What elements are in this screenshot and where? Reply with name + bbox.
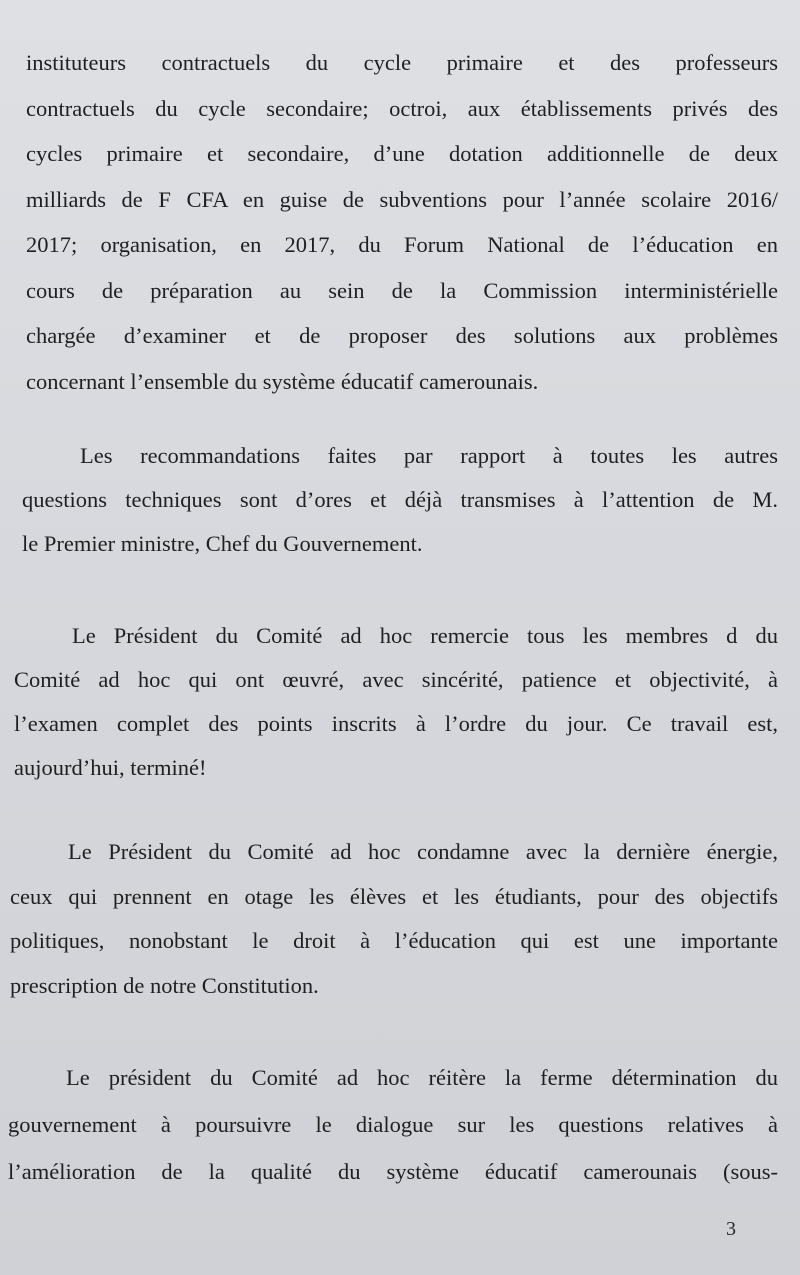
text-line: aujourd’hui, terminé! bbox=[14, 755, 207, 780]
text-line: cycles primaire et secondaire, d’une dotation additionnelle de deux bbox=[26, 141, 778, 166]
text-line: concernant l’ensemble du système éducatif camerounais. bbox=[26, 368, 539, 394]
paragraph-5 bbox=[8, 1054, 778, 1195]
text-line: l’examen complet des points inscrits à l’ordre du jour. Ce travail est, bbox=[14, 711, 778, 736]
text-line: gouvernement à poursuivre le dialogue sur les questions relatives à bbox=[8, 1112, 778, 1137]
paragraph-4 bbox=[10, 830, 778, 1008]
text-line: Le Président du Comité ad hoc condamne avec la dernière énergie, bbox=[68, 839, 778, 864]
paragraph-1 bbox=[26, 40, 778, 404]
text-line: l’amélioration de la qualité du système éducatif camerounais (sous- bbox=[8, 1159, 778, 1184]
text-line: ceux qui prennent en otage les élèves et les étudiants, pour des objectifs bbox=[10, 883, 778, 909]
text-line: Comité ad hoc qui ont œuvré, avec sincérité, patience et objectivité, à bbox=[14, 667, 778, 692]
text-line: instituteurs contractuels du cycle primaire et des professeurs bbox=[26, 50, 778, 75]
text-line: Le président du Comité ad hoc réitère la ferme détermination du bbox=[66, 1065, 778, 1090]
text-line: 2017; organisation, en 2017, du Forum National de l’éducation en bbox=[26, 232, 778, 257]
paragraph-3 bbox=[14, 614, 778, 790]
text-line: politiques, nonobstant le droit à l’éducation qui est une importante bbox=[10, 928, 778, 953]
text-line: Le Président du Comité ad hoc remercie tous les membres d du bbox=[72, 623, 778, 648]
text-line: milliards de F CFA en guise de subventions pour l’année scolaire 2016/ bbox=[26, 186, 778, 212]
page-number: 3 bbox=[726, 1218, 736, 1240]
paragraph-2 bbox=[22, 434, 778, 566]
text-line: contractuels du cycle secondaire; octroi, aux établissements privés des bbox=[26, 95, 778, 121]
text-line: le Premier ministre, Chef du Gouvernement. bbox=[22, 531, 423, 556]
text-line: prescription de notre Constitution. bbox=[10, 972, 319, 998]
text-line: cours de préparation au sein de la Commission interministérielle bbox=[26, 277, 778, 303]
text-line: questions techniques sont d’ores et déjà transmises à l’attention de M. bbox=[22, 487, 778, 512]
text-line: chargée d’examiner et de proposer des solutions aux problèmes bbox=[26, 323, 778, 348]
text-line: Les recommandations faites par rapport à toutes les autres bbox=[80, 443, 778, 468]
